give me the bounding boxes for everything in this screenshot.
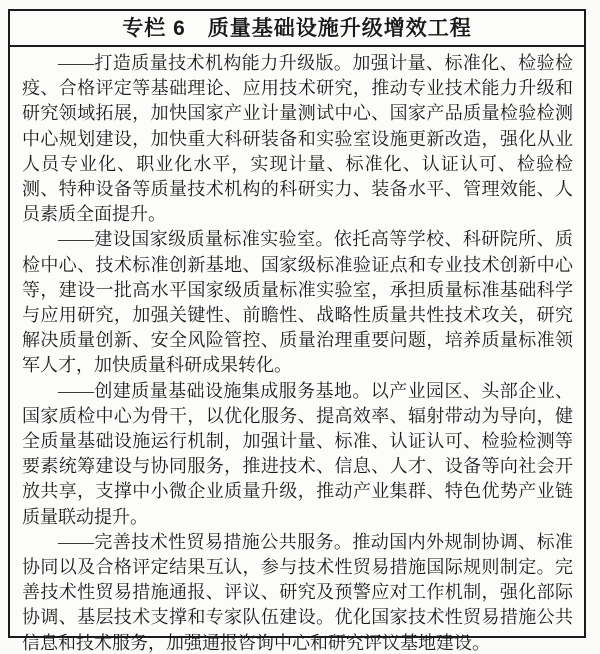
paragraph-technical-trade-measures: ——完善技术性贸易措施公共服务。推动国内外规制协调、标准协同以及合格评定结果互认，参与技术性贸易措施国际规则制定。完善技术性贸易措施通报、评议、研究及预警应对工作机制，强化部际协调、基层技术支撑和专家队伍建设。优化国家技术性贸易措施公共信息和技术服务，加强通报咨询中心和研究评议基地建设。: [22, 531, 573, 653]
paragraph-national-quality-standard-labs: ——建设国家级质量标准实验室。依托高等学校、科研院所、质检中心、技术标准创新基地、国家级标准验证点和专业技术创新中心等，建设一批高水平国家级质量标准实验室，承担质量标准基础科学与应用研究，加强关键性、前瞻性、战略性质量共性技术攻关，研究解决质量创新、安全风险管控、质量治理重要问题，培养质量标准领军人才，加快质量科研成果转化。: [22, 229, 573, 376]
paragraph-integrated-service-bases: ——创建质量基础设施集成服务基地。以产业园区、头部企业、国家质检中心为骨干，以优化服务、提高效率、辐射带动为导向，健全质量基础设施运行机制，加强计量、标准、认证认可、检验检测等要素统筹建设与协同服务，推进技术、信息、人才、设备等向社会开放共享，支撑中小微企业质量升级，推动产业集群、特色优势产业链质量联动提升。: [22, 380, 573, 527]
callout-box: [8, 9, 586, 653]
panel-title: 专栏 6 质量基础设施升级增效工程: [10, 11, 584, 47]
panel-body: [10, 47, 584, 654]
paragraph-quality-tech-institutions: ——打造质量技术机构能力升级版。加强计量、标准化、检验检疫、合格评定等基础理论、应用技术研究，推动专业技术能力升级和研究领域拓展，加快国家产业计量测试中心、国家产品质量检验检测中心规划建设，加快重大科研装备和实验室设施更新改造，强化从业人员专业化、职业化水平，实现计量、标准化、认证认可、检验检测、特种设备等质量技术机构的科研实力、装备水平、管理效能、人员素质全面提升。: [22, 53, 573, 225]
